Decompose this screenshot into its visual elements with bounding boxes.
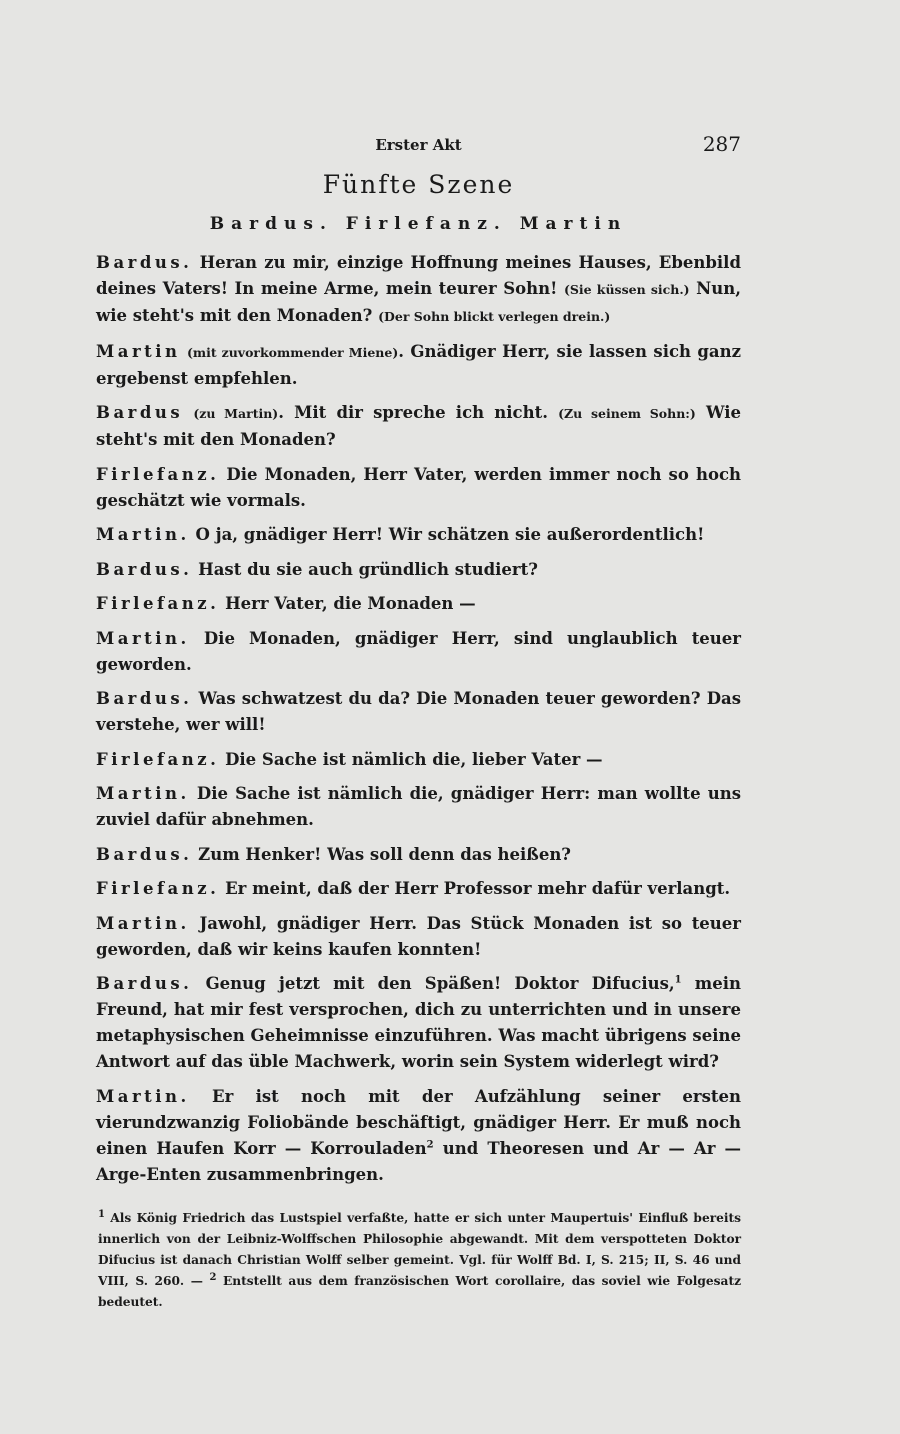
speech [96,747,741,773]
speech-text [183,403,193,422]
speaker-name: Firlefanz. [96,594,220,613]
speech-text: Er ist noch mit der Aufzählung seiner ersten vierundzwanzig Foliobände beschäftigt, gnädiger Herr. Er muß noch einen Haufen Korr — Korrouladen [96,1086,741,1158]
speech-text: O ja, gnädiger Herr! Wir schätzen sie außerordentlich! [189,525,705,544]
footnote [98,1208,741,1313]
stage-direction: (mit zuvorkommender Miene) [186,344,399,360]
scene-title: Fünfte Szene [322,170,515,199]
speech [96,1084,741,1188]
speech-text: Entstellt aus dem französischen Wort corollaire, das soviel wie Folgesatz bedeutet. [98,1273,741,1309]
speech [96,781,741,833]
stage-direction: (Sie küssen sich.) [563,282,690,297]
speaker-name: Martin. [96,913,190,933]
footnote-marker: 2 [209,1271,217,1283]
speaker-name: Bardus [96,403,184,422]
speech [96,842,741,868]
speech-text: Was schwatzest du da? Die Monaden teuer geworden? Das verstehe, wer will! [96,689,741,734]
running-head [96,130,741,160]
speaker-name: Martin. [96,525,190,544]
speech [96,522,741,548]
speech [96,876,741,902]
speech [96,626,741,678]
speech-text: Die Sache ist nämlich die, gnädiger Herr: man wollte uns zuviel dafür abnehmen. [96,784,741,829]
cast-list: Bardus. Firlefanz. Martin [209,214,628,234]
speech-text: Die Sache ist nämlich die, lieber Vater — [219,749,603,769]
speech [96,591,741,617]
speech-text: Nun, wie steht's mit den Monaden? [96,279,741,325]
speaker-name: Firlefanz. [96,879,220,898]
speaker-name: Firlefanz. [96,749,220,769]
page-content [96,168,741,1313]
speaker-name: Bardus. [96,974,193,993]
running-head-title: Erster Akt [375,136,462,154]
footnotes [96,1208,741,1313]
footnote-marker: 1 [98,1208,105,1220]
speech-text: Herr Vater, die Monaden — [219,594,476,613]
speech-text: . Mit dir spreche ich nicht. [278,403,559,422]
speech [96,911,741,963]
speech-text: . Gnädiger Herr, sie lassen sich ganz ergebenst empfehlen. [96,341,741,388]
speech [96,557,741,583]
stage-direction: (zu Martin) [193,406,279,421]
speech-text: Die Monaden, Herr Vater, werden immer noch so hoch geschätzt wie vormals. [96,464,741,510]
dialogue [96,250,741,1188]
speaker-name: Martin. [96,784,190,803]
speech-text: Die Monaden, gnädiger Herr, sind unglaublich teuer geworden. [96,628,741,674]
speech-text: Jawohl, gnädiger Herr. Das Stück Monaden ist so teuer geworden, daß wir keins kaufen konnten! [96,913,741,959]
footnote-marker: 1 [674,974,682,986]
stage-direction: (Der Sohn blickt verlegen drein.) [378,309,611,324]
speech [96,686,741,738]
speech-text: Als König Friedrich das Lustspiel verfaßte, hatte er sich unter Maupertuis' Einfluß bereits innerlich von der Leibniz-Wolffschen Philosophie abgewandt. Mit dem verspotteten Doktor Difucius ist danach Christian Wolff selber gemeint. Vgl. für Wolff Bd. I, S. 215; II, S. 46 und VIII, S. 260. — [98,1210,741,1288]
speaker-name: Bardus. [96,253,193,272]
speech-text: Heran zu mir, einzige Hoffnung meines Hauses, Ebenbild deines Vaters! In meine Arme, mein teurer Sohn! [96,253,741,298]
stage-direction: (Zu seinem Sohn:) [558,406,696,421]
speaker-name: Martin. [96,628,190,648]
speech-text: mein Freund, hat mir fest versprochen, dich zu unterrichten und in unsere metaphysischen Geheimnisse einzuführen. Was macht übrigens seine Antwort auf das üble Machwerk, worin sein System widerlegt wird? [96,974,741,1071]
speech [96,339,741,392]
speech [96,462,741,514]
speech [96,250,741,330]
speech-text: und Theoresen und Ar — Ar — Arge-Enten zusammenbringen. [96,1138,741,1184]
page-number: 287 [702,132,741,156]
footnote-marker: 2 [426,1139,434,1150]
speaker-name: Bardus. [96,844,193,864]
speech [96,400,741,453]
speaker-name: Martin [96,341,181,361]
speech [96,971,741,1075]
speaker-name: Bardus. [96,689,193,708]
speech-text: Hast du sie auch gründlich studiert? [192,559,538,579]
speech-text: Genug jetzt mit den Späßen! Doktor Difucius, [192,974,675,993]
speech-text: Wie steht's mit den Monaden? [96,403,742,449]
speaker-name: Firlefanz. [96,464,220,484]
speech-text: Zum Henker! Was soll denn das heißen? [192,844,571,864]
speaker-name: Bardus. [96,559,193,579]
speech-text: Er meint, daß der Herr Professor mehr dafür verlangt. [219,879,731,898]
speaker-name: Martin. [96,1086,190,1106]
